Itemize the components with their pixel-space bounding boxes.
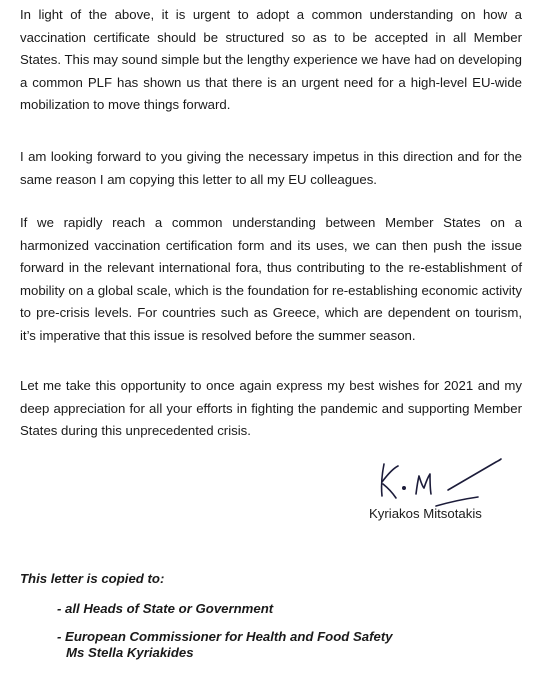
signature-drawing [360,444,520,514]
recipient-line: - European Commissioner for Health and Food Safety [57,629,393,644]
paragraph-mobility: If we rapidly reach a common understanding between Member States on a harmonized vaccination certification form and its uses, we can then push the issue forward in the relevant international fora, thus contributing to the re-establishment of mobility on a global scale, which is the foundation for re-establishing economic activity to pre-crisis levels. For countries such as Greece, which are dependent on tourism, it’s imperative that this issue is resolved before the summer season. [20,215,522,343]
copied-to-list [57,601,393,673]
recipient-name: Ms Stella Kyriakides [66,645,194,660]
handwritten-signature [360,444,520,514]
recipient-line: - all Heads of State or Government [57,601,274,616]
copied-to-item [57,629,393,661]
paragraph-impetus: I am looking forward to you giving the necessary impetus in this direction and for the same reason I am copying this letter to all my EU colleagues. [20,149,522,187]
signer-name: Kyriakos Mitsotakis [369,506,482,521]
copied-to-heading: This letter is copied to: [20,571,165,586]
paragraph-vaccination-certificate: In light of the above, it is urgent to adopt a common understanding on how a vaccination certificate should be structured so as to be accepted in all Member States. This may sound simple but the lengthy experience we have had on developing a common PLF has shown us that there is an urgent need for a high-level EU-wide mobilization to move things forward. [20,7,522,113]
paragraph-best-wishes: Let me take this opportunity to once again express my best wishes for 2021 and my deep appreciation for all your efforts in fighting the pandemic and supporting Member States during this unprecedented crisis. [20,378,522,439]
copied-to-item [57,601,393,617]
